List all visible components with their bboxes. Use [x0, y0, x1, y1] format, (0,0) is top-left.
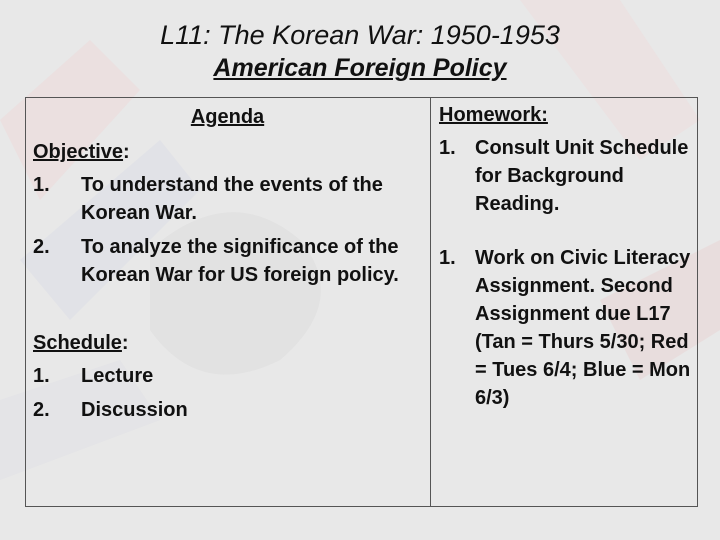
list-item: [33, 362, 422, 390]
agenda-column: [26, 98, 431, 506]
objective-heading: [33, 139, 422, 165]
item-number: 2.: [33, 236, 50, 258]
homework-list: [439, 134, 693, 412]
homework-heading: Homework:: [439, 104, 548, 126]
objective-list: [33, 171, 422, 289]
item-text: Work on Civic Literacy Assignment. Second Assignment due L17 (Tan = Thurs 5/30; Red = Tues 6/4; Blue = Mon 6/3): [475, 247, 691, 409]
item-number: 1.: [439, 247, 456, 269]
slide-header: [0, 18, 720, 84]
slide-title: L11: The Korean War: 1950-1953: [160, 20, 560, 50]
list-item: [439, 134, 693, 218]
item-text: Lecture: [81, 365, 154, 387]
list-item: [33, 396, 422, 424]
list-item: [439, 244, 693, 412]
agenda-heading: Agenda: [190, 106, 265, 128]
schedule-colon: :: [121, 332, 129, 354]
item-number: 1.: [33, 174, 50, 196]
item-number: 2.: [33, 399, 50, 421]
list-item: [33, 171, 422, 227]
item-number: 1.: [33, 365, 50, 387]
item-number: 1.: [439, 137, 456, 159]
item-text: Discussion: [81, 399, 188, 421]
item-text: To analyze the significance of the Korean War for US foreign policy.: [81, 236, 399, 286]
objective-colon: :: [123, 141, 130, 163]
agenda-table: [25, 97, 698, 507]
item-text: Consult Unit Schedule for Background Reading.: [475, 137, 689, 215]
item-text: To understand the events of the Korean War.: [81, 174, 383, 224]
slide-subtitle: American Foreign Policy: [213, 54, 507, 82]
homework-column: [431, 98, 697, 506]
objective-label: Objective: [33, 141, 124, 163]
list-item: [33, 233, 422, 289]
schedule-label: Schedule: [33, 332, 122, 354]
schedule-list: [33, 362, 422, 424]
schedule-heading: [33, 330, 422, 356]
